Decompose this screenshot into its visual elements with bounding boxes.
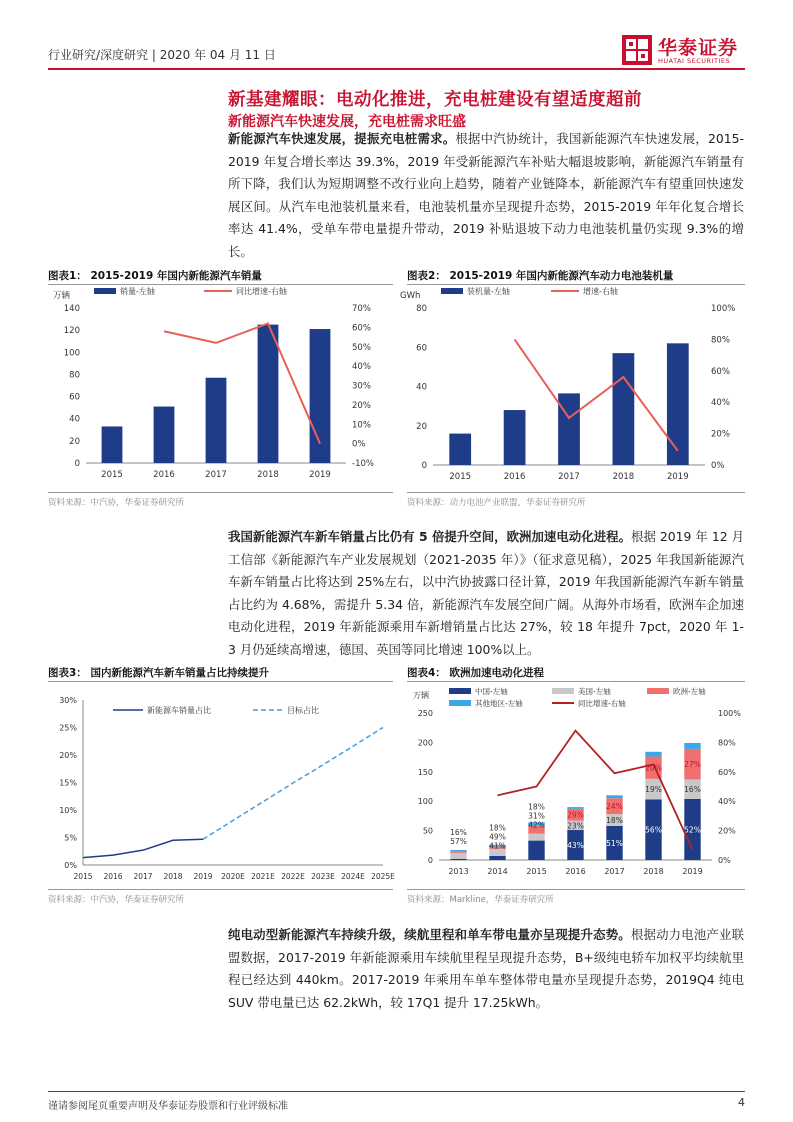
- y-tick-label: 5%: [64, 833, 77, 843]
- bar-data-label: 29%: [567, 810, 584, 820]
- report-header: 行业研究/深度研究 | 2020 年 04 月 11 日: [48, 48, 276, 62]
- bar-data-label: 41%: [489, 841, 506, 851]
- paragraph-3-body: 根据动力电池产业联盟数据，2017-2019 年新能源乘用车续航里程呈现提升态势，B+级纯电轿车加权平均续航里程已经达到 440km。2017-2019 年乘用车单车整体带电量亦呈现提升态势，2019Q4 纯电 SUV 带电量已达 62.2kWh，较 17Q1 提升 17.25kWh。: [228, 927, 745, 1010]
- paragraph-2: [228, 526, 744, 661]
- x-tick-label: 2017: [205, 470, 227, 480]
- bar: [558, 393, 580, 465]
- legend-bar-label: 装机量-左轴: [467, 287, 510, 296]
- legend-label: 欧洲-左轴: [673, 687, 706, 696]
- y-right-tick-label: 100%: [711, 304, 736, 314]
- bar-data-label: 18%: [528, 802, 545, 812]
- logo-en-text: HUATAI SECURITIES: [658, 57, 731, 65]
- y-right-tick-label: 20%: [352, 400, 371, 411]
- legend-label: 美国-左轴: [578, 687, 611, 696]
- figure-1-chart: [48, 285, 393, 490]
- stacked-bar-segment: [684, 743, 700, 749]
- y-tick-label: 20%: [59, 751, 77, 760]
- x-tick-label: 2015: [449, 472, 472, 482]
- target-line: [203, 728, 383, 840]
- figure-2-title: 图表2： 2015-2019 年国内新能源汽车动力电池装机量: [407, 270, 674, 282]
- x-tick-label: 2018: [643, 867, 664, 876]
- share-line: [83, 839, 203, 857]
- bar: [154, 407, 175, 463]
- bar: [449, 434, 471, 465]
- x-tick-label: 2021E: [251, 872, 275, 881]
- y-right-tick-label: 100%: [718, 709, 741, 718]
- y-left-tick-label: 80: [416, 304, 427, 314]
- paragraph-2-lead: 我国新能源汽车新车销量占比仍有 5 倍提升空间，欧洲加速电动化进程。: [228, 529, 632, 544]
- stacked-bar-segment: [489, 856, 505, 860]
- y-left-tick-label: 120: [63, 326, 80, 337]
- bar-data-label: 24%: [606, 802, 623, 812]
- y-right-tick-label: 50%: [352, 342, 371, 353]
- y-right-tick-label: 40%: [711, 398, 730, 409]
- y-tick-label: 15%: [59, 778, 77, 788]
- legend-swatch: [449, 688, 471, 694]
- y-left-tick-label: 200: [417, 738, 433, 748]
- y-right-tick-label: -10%: [352, 459, 374, 469]
- y-right-tick-label: 20%: [718, 826, 736, 836]
- bar-data-label: 56%: [645, 825, 662, 835]
- legend-bar-swatch: [441, 288, 463, 294]
- bar-data-label: 27%: [684, 760, 701, 770]
- bar-data-label: 16%: [450, 828, 467, 838]
- stacked-bar-segment: [450, 859, 466, 860]
- legend-line-label: 同比增速-右轴: [578, 699, 626, 708]
- x-tick-label: 2025E: [371, 872, 395, 881]
- y-right-tick-label: 40%: [352, 362, 371, 373]
- bar: [667, 343, 689, 465]
- paragraph-1-lead: 新能源汽车快速发展，提振充电桩需求。: [228, 131, 456, 146]
- paragraph-1-body: 根据中汽协统计，我国新能源汽车快速发展，2015-2019 年复合增长率达 39.3%，2019 年受新能源汽车补贴大幅退坡影响，新能源汽车销量有所下降，我们认为短期调整不改行业向上趋势，随着产业链降本，新能源汽车有望重回快速发展区间。从汽车电池装机量来看，电池装机量亦呈现提升态势，2015-2019 年年化复合增长率达 41.4%，受单车带电量提升带动，2019 补贴退坡下动力电池装机量仍实现 9.3%的增长。: [228, 131, 745, 259]
- y-left-tick-label: 140: [63, 304, 80, 314]
- y-tick-label: 30%: [59, 696, 77, 705]
- y-left-tick-label: 60: [69, 392, 80, 403]
- figure-3-source: 资料来源：中汽协，华泰证券研究所: [48, 895, 185, 905]
- y-right-tick-label: 0%: [352, 439, 366, 450]
- figure-4-title: 图表4： 欧洲加速电动化进程: [407, 667, 544, 679]
- y-left-tick-label: 0: [427, 856, 433, 865]
- header-divider: [48, 68, 745, 70]
- y-right-tick-label: 40%: [718, 797, 736, 807]
- y-left-tick-label: 250: [417, 709, 433, 718]
- x-tick-label: 2018: [163, 872, 183, 881]
- figure-4-source: 资料来源：Markline，华泰证券研究所: [407, 895, 554, 905]
- bar: [504, 410, 526, 465]
- y-right-tick-label: 20%: [711, 429, 730, 440]
- bar: [102, 426, 123, 463]
- legend-swatch: [647, 688, 669, 694]
- figure-1-title: 图表1： 2015-2019 年国内新能源汽车销量: [48, 270, 262, 282]
- y-left-tick-label: 40: [416, 382, 427, 393]
- growth-line: [498, 731, 693, 850]
- x-tick-label: 2013: [448, 867, 469, 876]
- bar-data-label: 20%: [645, 763, 662, 773]
- legend-bar-label: 销量-左轴: [120, 287, 155, 296]
- y-left-tick-label: 100: [417, 797, 433, 807]
- y-right-tick-label: 60%: [718, 767, 736, 777]
- figure-4-bottom-rule: [407, 889, 745, 890]
- x-tick-label: 2019: [309, 470, 331, 480]
- figure-4-chart: [407, 682, 745, 887]
- left-unit-label: 万辆: [53, 291, 71, 301]
- x-tick-label: 2018: [612, 472, 635, 482]
- bar-data-label: 18%: [606, 816, 623, 826]
- y-left-tick-label: 20: [416, 421, 427, 432]
- x-tick-label: 2016: [103, 872, 123, 881]
- brand-logo: [622, 33, 744, 67]
- legend-target-label: 目标占比: [287, 706, 319, 715]
- y-left-tick-label: 50: [422, 826, 433, 836]
- bar: [613, 353, 635, 465]
- figure-2-bottom-rule: [407, 492, 745, 493]
- x-tick-label: 2016: [503, 472, 526, 482]
- x-tick-label: 2022E: [281, 872, 305, 881]
- figure-2-source: 资料来源：动力电池产业联盟，华泰证券研究所: [407, 498, 586, 508]
- y-left-tick-label: 0: [421, 461, 427, 471]
- legend-swatch: [449, 700, 471, 706]
- bar-data-label: 16%: [684, 785, 701, 795]
- y-left-tick-label: 60: [416, 343, 427, 354]
- logo-cn-text: 华泰证券: [658, 37, 739, 59]
- stacked-bar-segment: [567, 807, 583, 809]
- legend-line-label: 同比增速-右轴: [236, 287, 287, 296]
- figure-1-bottom-rule: [48, 492, 393, 493]
- y-right-tick-label: 60%: [711, 366, 730, 377]
- paragraph-3: [228, 924, 744, 1014]
- section-title: 新基建耀眼：电动化推进，充电桩建设有望适度超前: [228, 90, 642, 110]
- bar-data-label: 23%: [567, 821, 584, 831]
- y-tick-label: 0%: [64, 861, 77, 870]
- y-left-tick-label: 40: [69, 414, 80, 425]
- bar-data-label: 51%: [606, 838, 623, 848]
- y-right-tick-label: 60%: [352, 323, 371, 334]
- bar-data-label: 19%: [645, 785, 662, 795]
- huatai-logo-icon: [622, 35, 652, 65]
- growth-line: [515, 339, 678, 450]
- x-tick-label: 2016: [565, 867, 586, 876]
- stacked-bar-segment: [606, 795, 622, 798]
- footer-divider: [48, 1091, 745, 1092]
- bar-data-label: 57%: [450, 837, 467, 847]
- legend-line-label: 增速-右轴: [583, 287, 618, 296]
- x-tick-label: 2014: [487, 867, 508, 876]
- stacked-bar-segment: [645, 752, 661, 757]
- y-left-tick-label: 20: [69, 436, 80, 447]
- left-unit-label: GWh: [400, 291, 421, 301]
- bar: [258, 325, 279, 463]
- figure-2-chart: [400, 285, 745, 490]
- bar-data-label: 18%: [489, 823, 506, 833]
- y-right-tick-label: 70%: [352, 304, 371, 314]
- x-tick-label: 2015: [101, 470, 123, 480]
- x-tick-label: 2023E: [311, 872, 335, 881]
- legend-label: 其他地区-左轴: [475, 699, 523, 708]
- stacked-bar-segment: [450, 850, 466, 851]
- y-right-tick-label: 80%: [711, 335, 730, 346]
- figure-3-bottom-rule: [48, 889, 393, 890]
- figure-3-chart: [48, 682, 393, 887]
- y-right-tick-label: 10%: [352, 420, 371, 431]
- y-right-tick-label: 0%: [711, 461, 725, 471]
- section-subtitle: 新能源汽车快速发展，充电桩需求旺盛: [228, 114, 466, 130]
- x-tick-label: 2017: [133, 872, 153, 881]
- x-tick-label: 2024E: [341, 872, 365, 881]
- bar-data-label: 52%: [684, 825, 701, 835]
- footer-disclaimer: 谨请参阅尾页重要声明及华泰证券股票和行业评级标准: [48, 1101, 288, 1112]
- stacked-bar-segment: [450, 853, 466, 859]
- bar-data-label: 43%: [567, 841, 584, 851]
- growth-line: [164, 324, 320, 444]
- bar-data-label: 31%: [528, 811, 545, 821]
- paragraph-1: [228, 128, 744, 263]
- x-tick-label: 2018: [257, 470, 279, 480]
- x-tick-label: 2015: [73, 872, 93, 881]
- x-tick-label: 2017: [558, 472, 580, 482]
- stacked-bar-segment: [528, 841, 544, 860]
- x-tick-label: 2019: [193, 872, 213, 881]
- x-tick-label: 2015: [526, 867, 547, 876]
- legend-swatch: [552, 688, 574, 694]
- y-tick-label: 25%: [59, 723, 77, 733]
- x-tick-label: 2020E: [221, 872, 245, 881]
- x-tick-label: 2017: [604, 867, 625, 876]
- legend-bar-swatch: [94, 288, 116, 294]
- y-right-tick-label: 80%: [718, 738, 736, 748]
- stacked-bar-segment: [450, 851, 466, 853]
- stacked-bar-segment: [528, 834, 544, 841]
- legend-share-label: 新能源车销量占比: [147, 706, 211, 715]
- legend-label: 中国-左轴: [475, 687, 508, 696]
- y-left-tick-label: 80: [69, 370, 80, 381]
- bar-data-label: 49%: [489, 832, 506, 842]
- x-tick-label: 2019: [666, 472, 689, 482]
- x-tick-label: 2016: [153, 470, 175, 480]
- y-right-tick-label: 0%: [718, 856, 731, 865]
- paragraph-3-lead: 纯电动型新能源汽车持续升级，续航里程和单车带电量亦呈现提升态势。: [228, 927, 631, 942]
- figure-1-source: 资料来源：中汽协，华泰证券研究所: [48, 498, 185, 508]
- y-left-tick-label: 100: [63, 348, 80, 359]
- y-tick-label: 10%: [59, 806, 77, 815]
- y-left-tick-label: 0: [74, 459, 80, 469]
- bar-data-label: 42%: [528, 820, 545, 830]
- y-left-tick-label: 150: [417, 767, 433, 777]
- bar: [206, 378, 227, 463]
- paragraph-2-body: 根据 2019 年 12 月工信部《新能源汽车产业发展规划（2021-2035 年）》（征求意见稿），2025 年我国新能源汽车新车销量占比将达到 25%左右，以中汽协披露口径计算，2019 年我国新能源汽车新车销量占比约为 4.68%，需提升 5.34 倍，新能源汽车发展空间广阔。从海外市场看，欧洲车企加速电动化进程，2019 年新能源乘用车新增销量占比达 27%，较 18 年提升 7pct，2020 年 1-3 月仍延续高增速，德国、英国等同比增速 100%以上。: [228, 529, 745, 657]
- page-number: 4: [738, 1096, 745, 1109]
- x-tick-label: 2019: [682, 867, 703, 876]
- figure-3-title: 图表3： 国内新能源汽车新车销量占比持续提升: [48, 667, 269, 679]
- y-right-tick-label: 30%: [352, 381, 371, 392]
- left-unit-label: 万辆: [413, 691, 429, 700]
